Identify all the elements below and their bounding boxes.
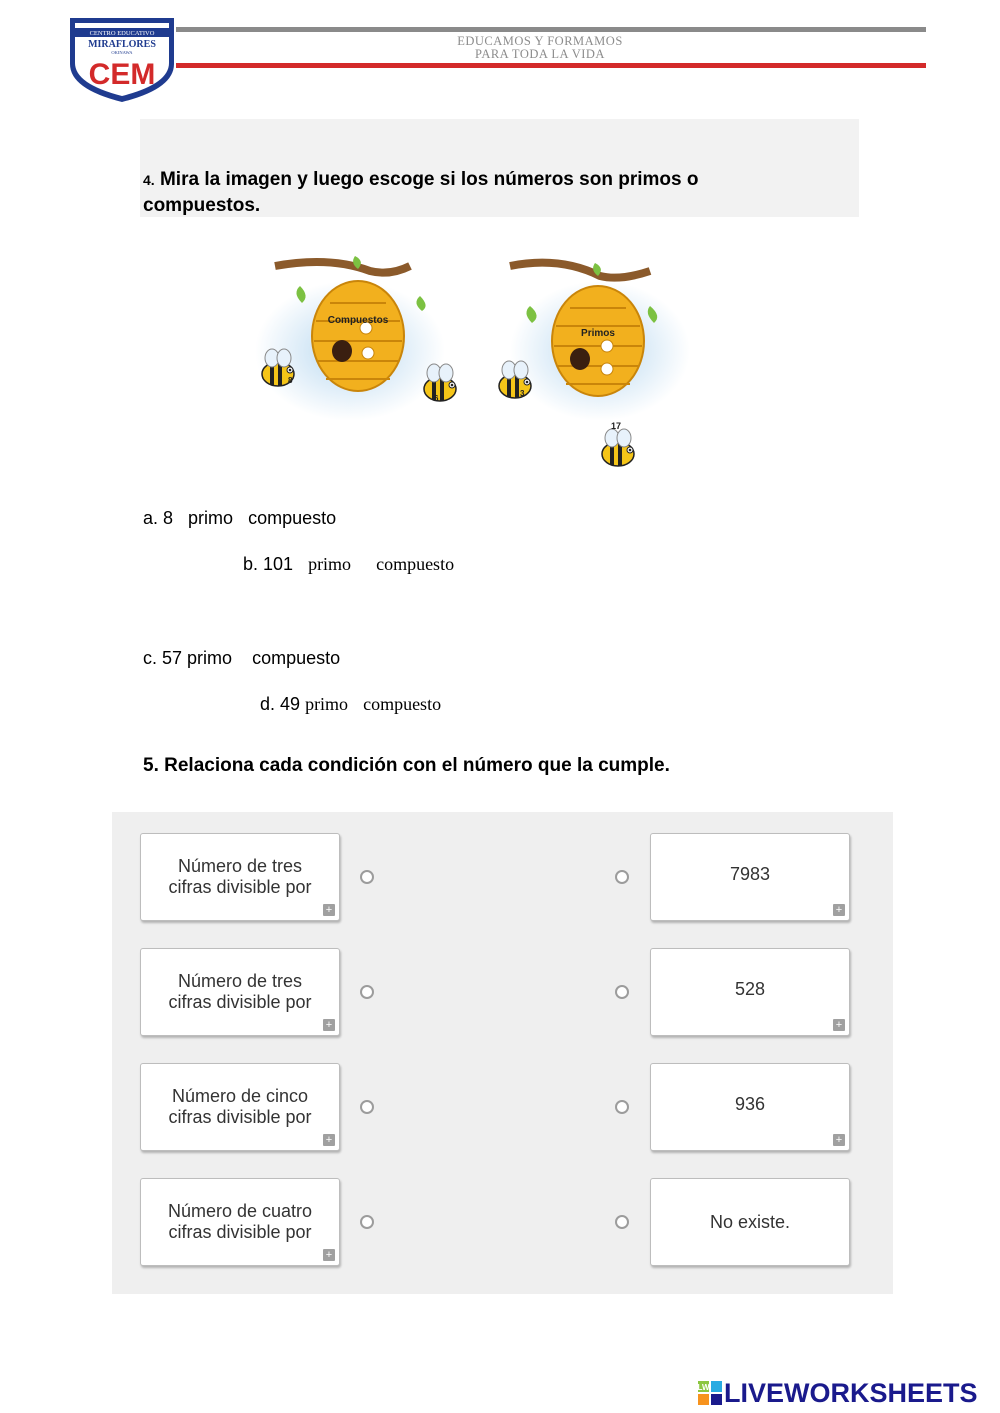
left-connector-2[interactable] [360, 985, 374, 999]
left-card-1[interactable] [140, 833, 340, 921]
right-card-4[interactable] [650, 1178, 850, 1266]
bee-label-17: 17 [611, 421, 622, 431]
liveworksheets-brand[interactable]: LIVEWORKSHEETS [724, 1378, 978, 1408]
option-b [243, 554, 454, 575]
hive-primos-label: Primos [581, 328, 615, 339]
expand-icon[interactable]: + [323, 1134, 335, 1146]
left-card-2-line2: cifras divisible por [168, 992, 312, 1012]
logo-icon-letters: LW [698, 1383, 710, 1392]
left-card-2-line1: Número de tres [177, 971, 303, 991]
left-card-3-line1: Número de cinco [171, 1086, 309, 1106]
option-c-label[interactable]: c. 57 primo [143, 648, 233, 668]
right-card-4-value: No existe. [709, 1211, 791, 1232]
option-c-compuesto[interactable]: compuesto [252, 648, 341, 668]
option-d-label: d. 49 [260, 694, 301, 714]
option-a-compuesto[interactable]: compuesto [248, 508, 337, 528]
right-connector-2[interactable] [615, 985, 629, 999]
option-a-label: a. 8 [143, 508, 174, 528]
left-connector-1[interactable] [360, 870, 374, 884]
left-connector-4[interactable] [360, 1215, 374, 1229]
expand-icon[interactable]: + [323, 904, 335, 916]
option-b-compuesto[interactable]: compuesto [376, 554, 455, 574]
logo-text-sub: OKINAWA [111, 50, 133, 55]
bee-label-6: 6 [434, 394, 439, 403]
right-card-3-value: 936 [734, 1094, 766, 1114]
right-card-1-value: 7983 [729, 864, 771, 884]
school-logo [66, 14, 178, 104]
bee-label-8: 8 [288, 376, 293, 385]
option-d-primo[interactable]: primo [305, 694, 349, 714]
option-d [260, 694, 441, 715]
left-card-4-line2: cifras divisible por [168, 1222, 312, 1242]
right-connector-4[interactable] [615, 1215, 629, 1229]
slogan-line-1: EDUCAMOS Y FORMAMOS [457, 34, 623, 48]
question5-title: 5. Relaciona cada condición con el número que la cumple. [143, 755, 670, 776]
question4-number: 4. [143, 172, 155, 188]
expand-icon[interactable]: + [833, 1019, 845, 1031]
right-card-2[interactable] [650, 948, 850, 1036]
header-gray-line [176, 27, 926, 32]
question4-prompt [143, 167, 783, 218]
left-card-3[interactable] [140, 1063, 340, 1151]
logo-text-top: CENTRO EDUCATIVO [89, 30, 155, 37]
right-card-2-value: 528 [734, 979, 766, 999]
header-red-line [176, 63, 926, 68]
left-card-1-line2: cifras divisible por [168, 877, 312, 897]
liveworksheets-logo-icon [698, 1381, 722, 1405]
option-c [143, 648, 340, 669]
bee-label-3: 3 [520, 389, 525, 398]
logo-letters: CEM [88, 58, 156, 91]
right-connector-3[interactable] [615, 1100, 629, 1114]
question4-text: Mira la imagen y luego escoge si los números son primos o compuestos. [143, 169, 699, 216]
right-connector-1[interactable] [615, 870, 629, 884]
right-card-1[interactable] [650, 833, 850, 921]
beehive-illustration [230, 241, 769, 481]
expand-icon[interactable]: + [323, 1019, 335, 1031]
option-b-label: b. 101 [243, 554, 294, 574]
expand-icon[interactable]: + [323, 1249, 335, 1261]
left-card-2[interactable] [140, 948, 340, 1036]
expand-icon[interactable]: + [833, 1134, 845, 1146]
logo-text-main: MIRAFLORES [88, 39, 156, 50]
option-d-compuesto[interactable]: compuesto [363, 694, 442, 714]
option-a-primo[interactable]: primo [188, 508, 234, 528]
expand-icon[interactable]: + [833, 904, 845, 916]
left-card-4-line1: Número de cuatro [167, 1201, 313, 1221]
option-b-primo[interactable]: primo [308, 554, 352, 574]
left-card-1-line1: Número de tres [177, 856, 303, 876]
left-connector-3[interactable] [360, 1100, 374, 1114]
right-card-3[interactable] [650, 1063, 850, 1151]
hive-compuestos-label: Compuestos [327, 315, 389, 326]
left-card-4[interactable] [140, 1178, 340, 1266]
option-a [143, 508, 336, 529]
slogan [400, 35, 680, 61]
left-card-3-line2: cifras divisible por [168, 1107, 312, 1127]
slogan-line-2: PARA TODA LA VIDA [475, 47, 605, 61]
